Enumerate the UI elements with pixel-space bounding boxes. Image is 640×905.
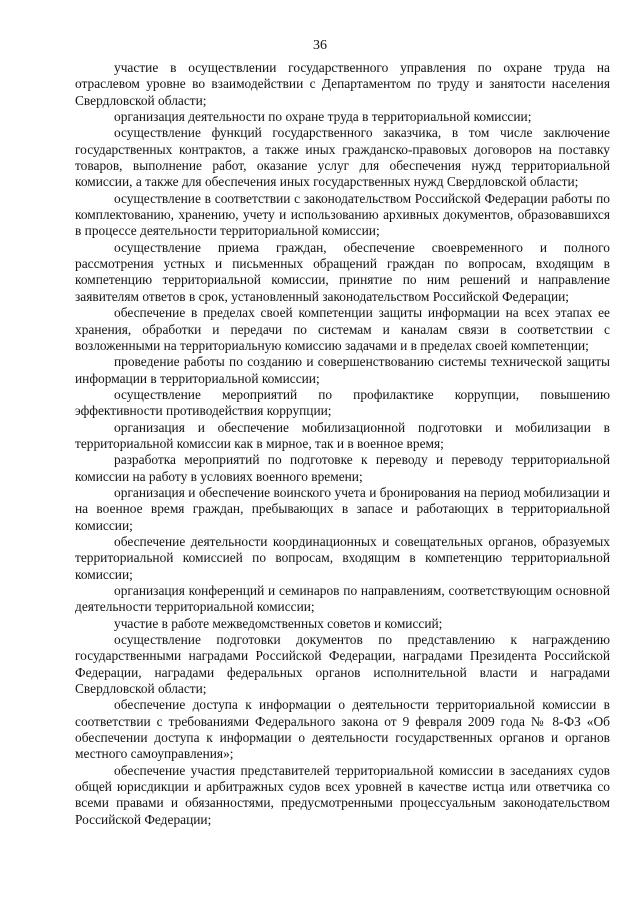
paragraph: обеспечение в пределах своей компетенции защиты информации на всех этапах ее хранения, обработки и передачи по системам и каналам связи в соответствии с возложенными на территориальную комиссию задачами и в пределах своей компетенции; bbox=[75, 305, 610, 353]
paragraph: организация конференций и семинаров по направлениям, соответствующим основной деятельности территориальной комиссии; bbox=[75, 583, 610, 615]
page-number: 36 bbox=[313, 38, 327, 53]
paragraph: обеспечение доступа к информации о деятельности территориальной комиссии в соответствии с требованиями Федерального закона от 9 февраля 2009 года № 8-ФЗ «Об обеспечении доступа к информации о деятельности государственных органов и органов местного самоуправления»; bbox=[75, 697, 610, 762]
paragraph: участие в осуществлении государственного управления по охране труда на отраслевом уровне во взаимодействии с Департаментом по труду и занятости населения Свердловской области; bbox=[75, 60, 610, 108]
paragraph: осуществление мероприятий по профилактике коррупции, повышению эффективности противодействия коррупции; bbox=[75, 386, 610, 419]
paragraph: обеспечение участия представителей территориальной комиссии в заседаниях судов общей юрисдикции и арбитражных судов всех уровней в качестве истца или ответчика со всеми правами и обязанностями, предусмотренными процессуальным законодательством Российской Федерации; bbox=[75, 762, 610, 827]
paragraph: организация и обеспечение мобилизационной подготовки и мобилизации в территориальной комиссии как в мирное, так и в военное время; bbox=[75, 419, 610, 451]
paragraph: разработка мероприятий по подготовке к переводу и переводу территориальной комиссии на работу в условиях военного времени; bbox=[75, 452, 610, 484]
paragraph: организация деятельности по охране труда в территориальной комиссии; bbox=[114, 109, 532, 125]
paragraph: проведение работы по созданию и совершенствованию системы технической защиты информации в территориальной комиссии; bbox=[75, 354, 610, 386]
document-body bbox=[75, 60, 610, 828]
paragraph: осуществление подготовки документов по представлению к награждению государственными наградами Российской Федерации, наградами Президента Российской Федерации, наградами федеральных органов исполнительной власти и наградами Свердловской области; bbox=[75, 632, 610, 697]
paragraph: организация и обеспечение воинского учета и бронирования на период мобилизации и на военное время граждан, пребывающих в запасе и работающих в территориальной комиссии; bbox=[75, 484, 610, 533]
paragraph: участие в работе межведомственных советов и комиссий; bbox=[114, 615, 443, 631]
paragraph: осуществление в соответствии с законодательством Российской Федерации работы по комплектованию, хранению, учету и использованию архивных документов, образовавшихся в процессе деятельности территориальной комиссии; bbox=[75, 190, 610, 239]
paragraph: обеспечение деятельности координационных и совещательных органов, образуемых территориальной комиссией по вопросам, входящим в компетенцию территориальной комиссии; bbox=[75, 533, 610, 582]
paragraph: осуществление приема граждан, обеспечение своевременного и полного рассмотрения устных и письменных обращений граждан по вопросам, входящим в компетенцию территориальной комиссии, принятие по ним решений и направление заявителям ответов в срок, установленный законодательством Российской Федерации; bbox=[75, 239, 610, 304]
paragraph: осуществление функций государственного заказчика, в том числе заключение государственных контрактов, а также иных гражданско-правовых договоров на поставку товаров, выполнение работ, оказание услуг для обеспечения нужд территориальной комиссии, а также для обеспечения иных государственных нужд Свердловской области; bbox=[75, 125, 610, 190]
